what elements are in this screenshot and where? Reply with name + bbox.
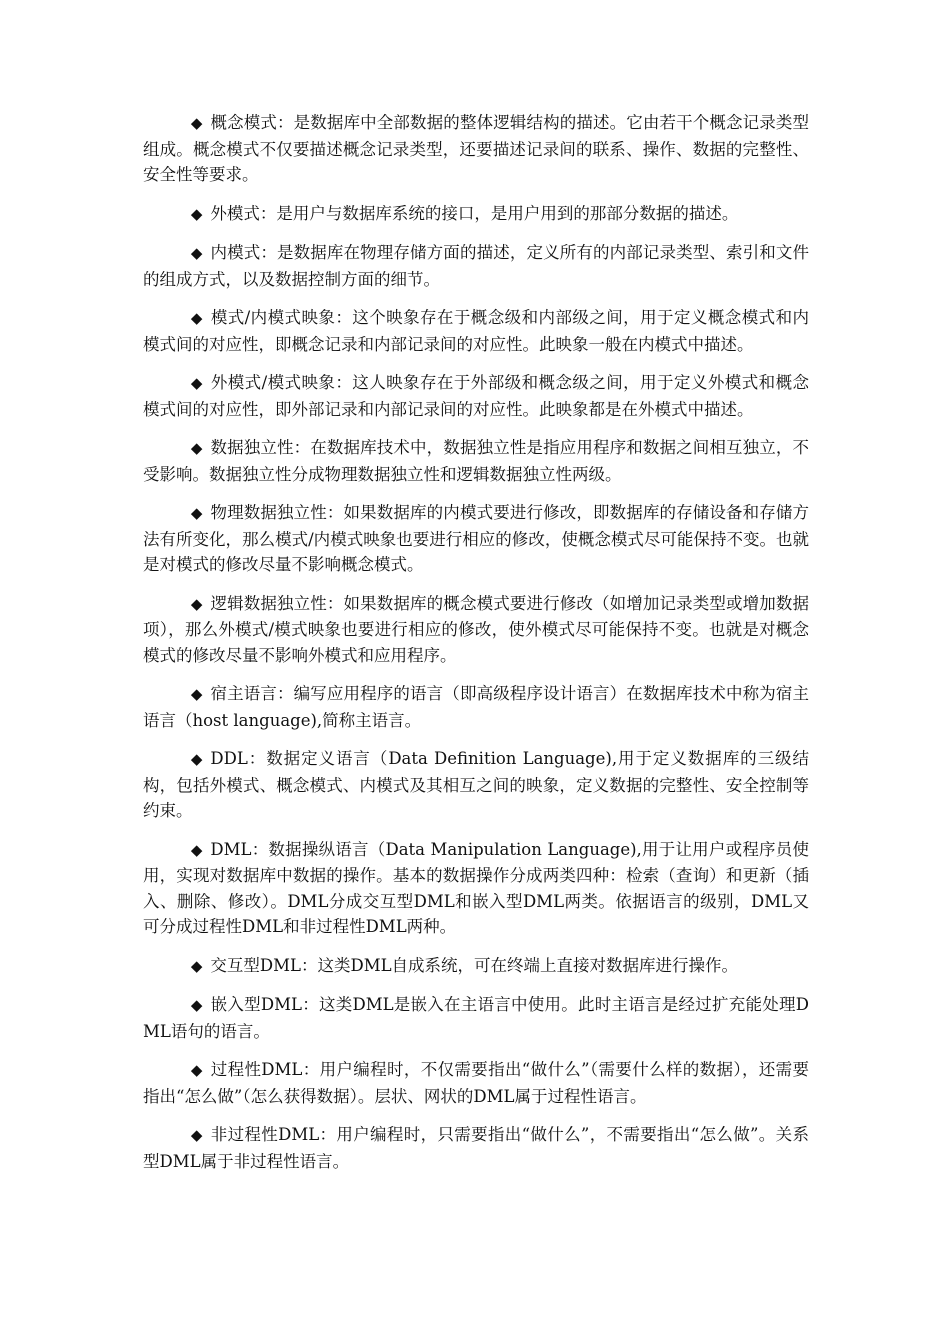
diamond-bullet-icon: ◆	[190, 956, 203, 975]
paragraph-external-schema	[143, 201, 809, 228]
paragraph-text: 嵌入型DML：这类DML是嵌入在主语言中使用。此时主语言是经过扩充能处理DML语句的语言。	[143, 995, 809, 1041]
paragraph-text: 物理数据独立性：如果数据库的内模式要进行修改，即数据库的存储设备和存储方法有所变化，那么模式/内模式映象也要进行相应的修改，使概念模式尽可能保持不变。也就是对模式的修改尽量不影响概念模式。	[143, 503, 809, 574]
paragraph-external-schema-mapping	[143, 370, 809, 422]
paragraph-internal-schema	[143, 240, 809, 292]
diamond-bullet-icon: ◆	[190, 309, 203, 327]
paragraph-text: 宿主语言：编写应用程序的语言（即高级程序设计语言）在数据库技术中称为宿主语言（host language),简称主语言。	[143, 684, 809, 730]
diamond-bullet-icon: ◆	[190, 750, 203, 768]
paragraph-nonprocedural-dml	[143, 1122, 809, 1174]
paragraph-dml	[143, 837, 809, 940]
diamond-bullet-icon: ◆	[190, 244, 203, 262]
diamond-bullet-icon: ◆	[190, 1126, 203, 1144]
paragraph-data-independence	[143, 435, 809, 487]
paragraph-procedural-dml	[143, 1057, 809, 1109]
paragraph-text: 概念模式：是数据库中全部数据的整体逻辑结构的描述。它由若干个概念记录类型组成。概念模式不仅要描述概念记录类型，还要描述记录间的联系、操作、数据的完整性、安全性等要求。	[143, 113, 809, 184]
diamond-bullet-icon: ◆	[190, 114, 203, 132]
paragraph-text: DDL：数据定义语言（Data Definition Language),用于定义数据库的三级结构，包括外模式、概念模式、内模式及其相互之间的映象，定义数据的完整性、安全控制等约束。	[143, 749, 809, 820]
paragraph-text: 逻辑数据独立性：如果数据库的概念模式要进行修改（如增加记录类型或增加数据项），那么外模式/模式映象也要进行相应的修改，使外模式尽可能保持不变。也就是对概念模式的修改尽量不影响外模式和应用程序。	[143, 593, 809, 665]
diamond-bullet-icon: ◆	[190, 504, 203, 522]
diamond-bullet-icon: ◆	[190, 594, 203, 613]
diamond-bullet-icon: ◆	[190, 204, 203, 223]
document-page	[143, 110, 809, 1187]
paragraph-physical-independence	[143, 500, 809, 578]
paragraph-text: 交互型DML：这类DML自成系统，可在终端上直接对数据库进行操作。	[210, 955, 739, 975]
paragraph-text: 过程性DML：用户编程时，不仅需要指出“做什么”（需要什么样的数据），还需要指出“怎么做”（怎么获得数据）。层状、网状的DML属于过程性语言。	[143, 1060, 809, 1106]
paragraph-embedded-dml	[143, 992, 809, 1044]
diamond-bullet-icon: ◆	[190, 374, 203, 392]
diamond-bullet-icon: ◆	[190, 840, 203, 859]
paragraph-conceptual-schema	[143, 110, 809, 188]
diamond-bullet-icon: ◆	[190, 439, 203, 457]
paragraph-text: 外模式：是用户与数据库系统的接口，是用户用到的那部分数据的描述。	[210, 203, 739, 223]
paragraph-ddl	[143, 746, 809, 824]
paragraph-host-language	[143, 681, 809, 733]
paragraph-text: DML：数据操纵语言（Data Manipulation Language),用于让用户或程序员使用，实现对数据库中数据的操作。基本的数据操作分成两类四种：检索（查询）和更新（插入、删除、修改）。DML分成交互型DML和嵌入型DML两类。依据语言的级别，DML又可分成过程性DML和非过程性DML两种。	[143, 839, 809, 936]
diamond-bullet-icon: ◆	[190, 685, 203, 703]
paragraph-text: 内模式：是数据库在物理存储方面的描述，定义所有的内部记录类型、索引和文件的组成方式，以及数据控制方面的细节。	[143, 243, 809, 289]
paragraph-logical-independence	[143, 591, 809, 669]
paragraph-interactive-dml	[143, 953, 809, 980]
paragraph-text: 模式/内模式映象：这个映象存在于概念级和内部级之间，用于定义概念模式和内模式间的对应性，即概念记录和内部记录间的对应性。此映象一般在内模式中描述。	[143, 308, 809, 354]
paragraph-schema-internal-mapping	[143, 305, 809, 357]
paragraph-text: 非过程性DML：用户编程时，只需要指出“做什么”，不需要指出“怎么做”。关系型DML属于非过程性语言。	[143, 1125, 809, 1171]
diamond-bullet-icon: ◆	[190, 996, 203, 1014]
paragraph-text: 外模式/模式映象：这人映象存在于外部级和概念级之间，用于定义外模式和概念模式间的对应性，即外部记录和内部记录间的对应性。此映象都是在外模式中描述。	[143, 373, 809, 419]
paragraph-text: 数据独立性：在数据库技术中，数据独立性是指应用程序和数据之间相互独立，不受影响。数据独立性分成物理数据独立性和逻辑数据独立性两级。	[143, 438, 809, 484]
diamond-bullet-icon: ◆	[190, 1061, 203, 1079]
